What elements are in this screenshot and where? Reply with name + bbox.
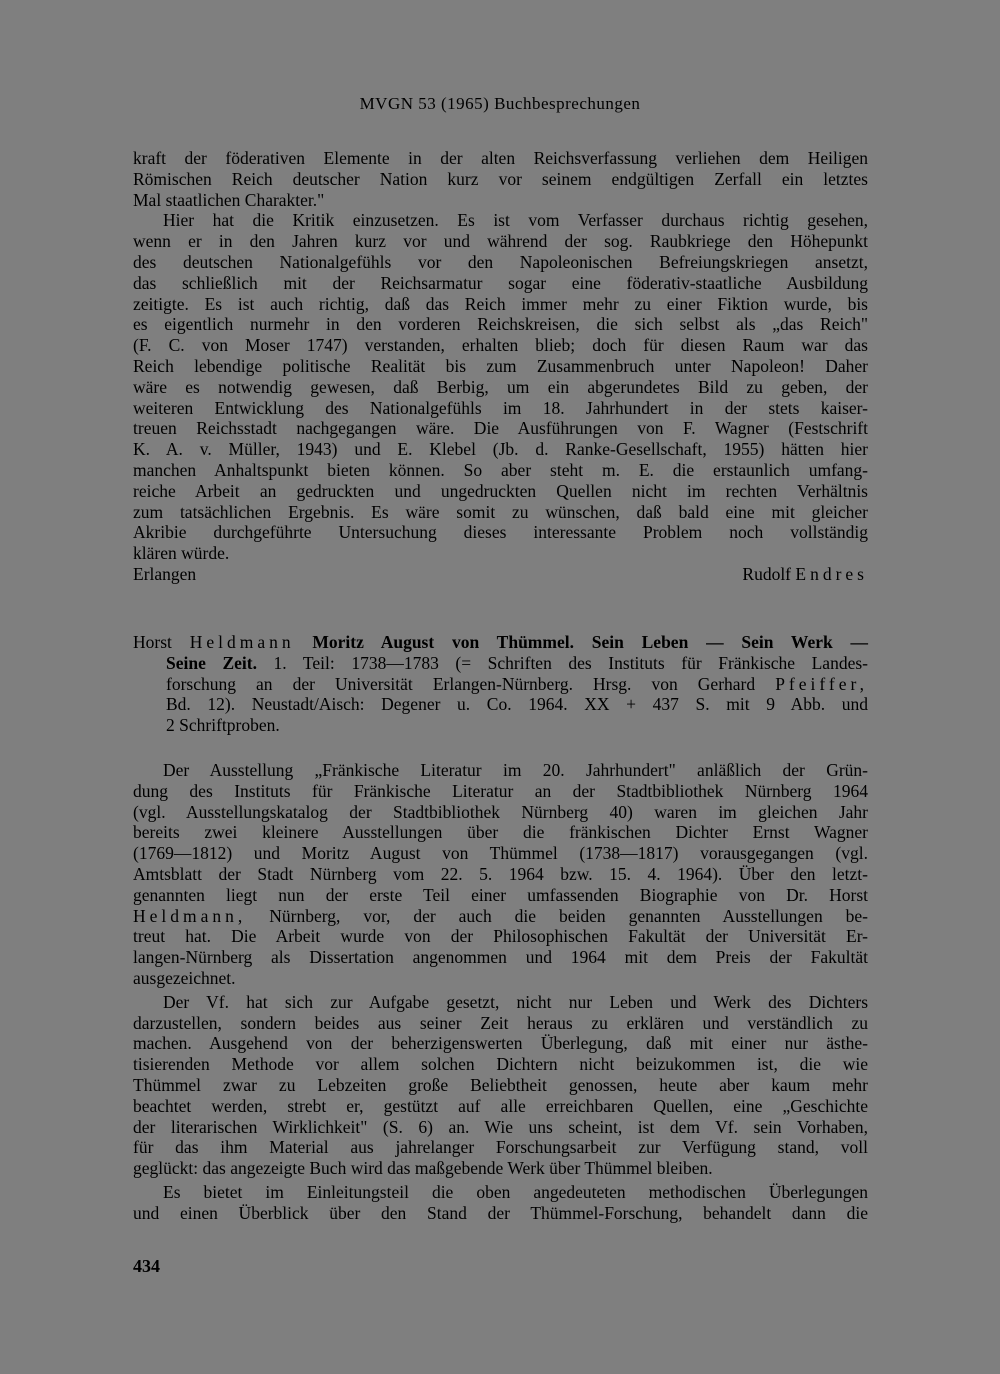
review-1 bbox=[133, 148, 868, 585]
book-title: Moritz August von Thümmel. Sein Leben — Sein Werk — bbox=[312, 632, 869, 652]
text-line: manchen Anhaltspunkt bieten können. So aber steht m. E. die erstaunlich umfang- bbox=[133, 459, 868, 480]
text-line: der literarischen Wirklichkeit" (S. 6) an. Wie uns scheint, ist dem Vf. sein Vorhaben, bbox=[133, 1116, 868, 1137]
text-line: (F. C. von Moser 1747) verstanden, erhalten blieb; doch für diesen Raum war das bbox=[133, 335, 868, 356]
text-line: tisierenden Methode vor allem solchen Dichtern nicht beizukommen ist, die wie bbox=[133, 1054, 868, 1075]
bibliographic-entry bbox=[133, 632, 868, 736]
text-line: für das ihm Material aus jahrelanger Forschungsarbeit zur Verfügung stand, voll bbox=[133, 1137, 868, 1158]
text-line: ausgezeichnet. bbox=[133, 967, 236, 988]
text-line: Römischen Reich deutscher Nation kurz vor seinem endgültigen Zerfall ein letztes bbox=[133, 168, 868, 189]
biblio-line: forschung an der Universität Erlangen-Nürnberg. Hrsg. von Gerhard Pfeiffer, bbox=[166, 673, 868, 694]
text-line: zeitigte. Es ist auch richtig, daß das Reich immer mehr zu einer Fiktion wurde, bis bbox=[133, 293, 868, 314]
text-line: und einen Überblick über den Stand der Thümmel-Forschung, behandelt dann die bbox=[133, 1202, 868, 1223]
text-line: machen. Ausgehend von der beherzigenswerten Überlegung, daß mit einer nur ästhe- bbox=[133, 1033, 868, 1054]
text-line: klären würde. bbox=[133, 543, 230, 564]
biblio-line: 2 Schriftproben. bbox=[166, 715, 280, 736]
text-line: Es bietet im Einleitungsteil die oben angedeuteten methodischen Überlegungen bbox=[163, 1181, 868, 1202]
text-line: reiche Arbeit an gedruckten und ungedruckten Quellen nicht im rechten Verhältnis bbox=[133, 480, 868, 501]
text-line: es eigentlich nurmehr in den vorderen Reichskreisen, die sich selbst als „das Reich" bbox=[133, 314, 868, 335]
biblio-line: Bd. 12). Neustadt/Aisch: Degener u. Co. 1964. XX + 437 S. mit 9 Abb. und bbox=[166, 694, 868, 715]
text-line: (vgl. Ausstellungskatalog der Stadtbibliothek Nürnberg 40) waren im gleichen Jahr bbox=[133, 801, 868, 822]
text-line: Akribie durchgeführte Untersuchung dieses interessante Problem noch vollständig bbox=[133, 522, 868, 543]
text-line: (1769—1812) und Moritz August von Thümmel (1738—1817) vorausgegangen (vgl. bbox=[133, 843, 868, 864]
text-line: wäre es notwendig gewesen, daß Berbig, um ein abgerundetes Bild zu geben, der bbox=[133, 376, 868, 397]
text-line: Heldmann, Nürnberg, vor, der auch die beiden genannten Ausstellungen be- bbox=[133, 905, 869, 926]
text-line: Thümmel zwar zu Lebzeiten große Beliebtheit genossen, heute aber kaum mehr bbox=[133, 1074, 868, 1095]
text-line: Hier hat die Kritik einzusetzen. Es ist vom Verfasser durchaus richtig gesehen, bbox=[163, 210, 868, 231]
text-line: Amtsblatt der Stadt Nürnberg vom 22. 5. 1964 bzw. 15. 4. 1964). Über den letzt- bbox=[133, 863, 868, 884]
text-line: Der Vf. hat sich zur Aufgabe gesetzt, nicht nur Leben und Werk des Dichters bbox=[163, 991, 868, 1012]
text-line: treuen Reichsstadt nachgegangen wäre. Die Ausführungen von F. Wagner (Festschrift bbox=[133, 418, 868, 439]
text-line: Reich lebendige politische Realität bis zum Zusammenbruch unter Napoleon! Daher bbox=[133, 355, 868, 376]
text-line: beachtet werden, strebt er, gestützt auf alle erreichbaren Quellen, eine „Geschichte bbox=[133, 1095, 868, 1116]
place: Erlangen bbox=[133, 563, 197, 584]
biblio-line: Seine Zeit. 1. Teil: 1738—1783 (= Schriften des Instituts für Fränkische Landes- bbox=[166, 652, 868, 673]
page-number: 434 bbox=[133, 1256, 160, 1276]
review-2 bbox=[133, 760, 868, 1224]
text-line: bereits zwei kleinere Ausstellungen über die fränkischen Dichter Ernst Wagner bbox=[133, 822, 868, 843]
text-line: dung des Instituts für Fränkische Literatur an der Stadtbibliothek Nürnberg 1964 bbox=[133, 780, 868, 801]
text-line: das schließlich mit der Reichsarmatur sogar eine föderativ-staatliche Ausbildung bbox=[133, 272, 868, 293]
text-line: kraft der föderativen Elemente in der alten Reichsverfassung verliehen dem Heiligen bbox=[133, 148, 868, 168]
text-line: zum tatsächlichen Ergebnis. Es wäre somit zu wünschen, daß bald eine mit gleicher bbox=[133, 501, 868, 522]
text-line: K. A. v. Müller, 1943) und E. Klebel (Jb. d. Ranke-Gesellschaft, 1955) hätten hier bbox=[133, 439, 868, 460]
text-line: genannten liegt nun der erste Teil einer umfassenden Biographie von Dr. Horst bbox=[133, 884, 868, 905]
text-line: Mal staatlichen Charakter." bbox=[133, 189, 325, 210]
running-header: MVGN 53 (1965) Buchbesprechungen bbox=[359, 94, 641, 113]
text-line: weiteren Entwicklung des Nationalgefühls im 18. Jahrhundert in der stets kaiser- bbox=[133, 397, 868, 418]
text-line: geglückt: das angezeigte Buch wird das maßgebende Werk über Thümmel bleiben. bbox=[133, 1158, 713, 1179]
biblio-line: Horst Heldmann Moritz August von Thümmel. Sein Leben — Sein Werk — bbox=[133, 632, 869, 652]
text-line: wenn er in den Jahren kurz vor und während der sog. Raubkriege den Höhepunkt bbox=[133, 231, 868, 252]
text-line: treut hat. Die Arbeit wurde von der Philosophischen Fakultät der Universität Er- bbox=[133, 926, 868, 947]
signature-line bbox=[133, 564, 868, 585]
text-line: darzustellen, sondern beides aus seiner Zeit heraus zu erklären und verständlich zu bbox=[133, 1012, 868, 1033]
reviewer: Rudolf Endres bbox=[742, 563, 868, 584]
text-line: des deutschen Nationalgefühls vor den Napoleonischen Befreiungskriegen ansetzt, bbox=[133, 251, 868, 272]
text-line: Der Ausstellung „Fränkische Literatur im 20. Jahrhundert" anläßlich der Grün- bbox=[163, 760, 868, 780]
text-line: langen-Nürnberg als Dissertation angenommen und 1964 mit dem Preis der Fakultät bbox=[133, 947, 868, 968]
